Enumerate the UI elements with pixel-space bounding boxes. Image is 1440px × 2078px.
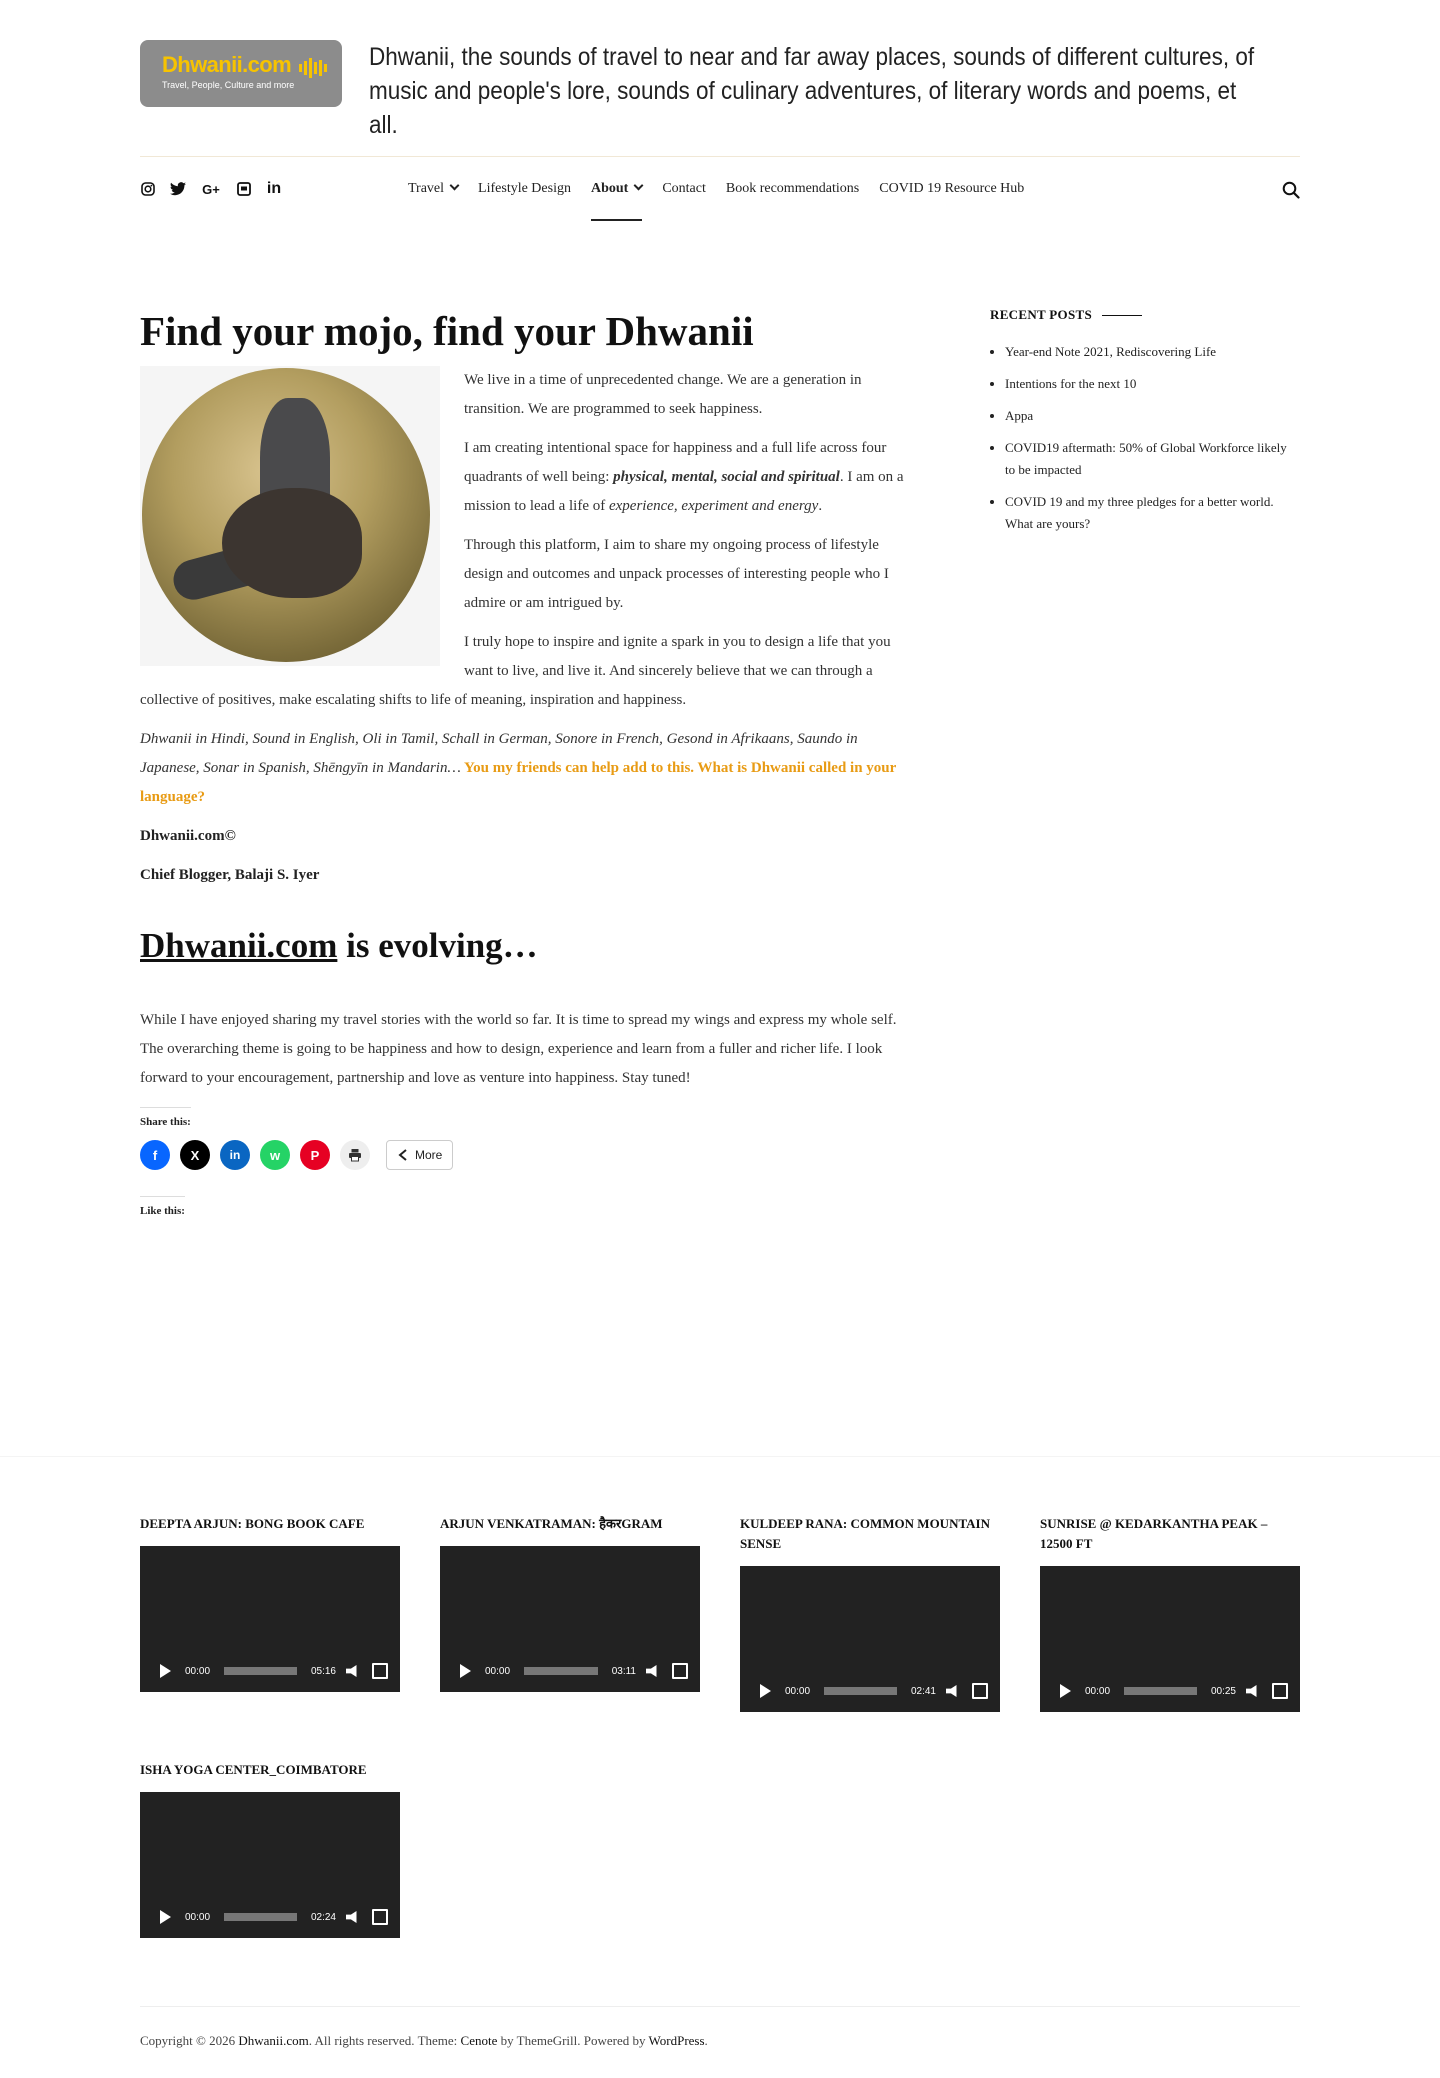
volume-icon[interactable]: [346, 1911, 360, 1923]
paragraph: Through this platform, I aim to share my ongoing process of lifestyle design and outcomes and unpack processes of interesting people who I admire or am intrigued by.: [464, 537, 889, 612]
more-share-button[interactable]: [386, 1140, 453, 1170]
video-duration: 02:24: [310, 1911, 336, 1923]
instagram-icon[interactable]: [140, 181, 156, 197]
video-duration: 03:11: [611, 1665, 636, 1677]
site-copyright-line: Dhwanii.com©: [140, 828, 236, 845]
video-current-time: 00:00: [485, 1665, 511, 1677]
sound-wave-icon: [299, 58, 329, 78]
paragraph: I am creating intentional space for happiness and a full life across four quadrants of well being: physical, mental, social and spiritual. I am on a mission to lead a life of experience, experiment and energy.: [464, 440, 904, 515]
chevron-down-icon: [634, 181, 644, 191]
video-progress-bar[interactable]: [824, 1687, 897, 1695]
logo-name: Dhwanii.com: [162, 52, 292, 77]
facebook-share-button[interactable]: f: [140, 1140, 170, 1170]
nav-item-label: COVID 19 Resource Hub: [879, 181, 1025, 196]
google-plus-icon[interactable]: G+: [202, 181, 220, 197]
more-label: More: [415, 1148, 443, 1163]
author-credit: Chief Blogger, Balaji S. Iyer: [140, 867, 320, 884]
recent-posts-list: [990, 341, 1300, 535]
play-icon[interactable]: [760, 1684, 771, 1698]
main-content: [140, 307, 910, 1219]
site-tagline: Dhwanii, the sounds of travel to near and far away places, sounds of different cultures, of music and people's lore, sounds of culinary adventures, of literary words and poems, et all.: [369, 43, 1255, 139]
site-footer: Copyright © 2026 Dhwanii.com. All rights reserved. Theme: Cenote by ThemeGrill. Powered by WordPress.: [140, 2006, 1300, 2049]
linkedin-icon[interactable]: in: [266, 180, 282, 197]
fullscreen-icon[interactable]: [972, 1683, 988, 1699]
page-container: [140, 0, 1300, 227]
share-icon: [397, 1149, 409, 1161]
video-progress-bar[interactable]: [1124, 1687, 1197, 1695]
nav-item-travel[interactable]: [408, 181, 458, 221]
nav-item-contact[interactable]: [662, 181, 706, 221]
video-title: DEEPTA ARJUN: BONG BOOK CAFE: [140, 1516, 365, 1531]
paragraph: Dhwanii in Hindi, Sound in English, Oli in Tamil, Schall in German, Sonore in French, Gesond in Afrikaans, Saundo in Japanese, Sonar in Spanish, Shēngyīn in Mandarin… You my friends can help add to this. What is Dhwanii called in your language?: [140, 731, 897, 806]
widget-title: RECENT POSTS: [990, 307, 1300, 323]
site-link[interactable]: Dhwanii.com: [140, 926, 338, 966]
print-button[interactable]: [340, 1140, 370, 1170]
footer-widgets: [0, 1456, 1440, 1923]
play-icon[interactable]: [460, 1664, 471, 1678]
recent-post-link[interactable]: • COVID 19 and my three pledges for a better world. What are yours?: [1005, 491, 1300, 535]
copyright-text: Copyright © 2026: [140, 2033, 239, 2048]
video-title: ARJUN VENKATRAMAN: हैकरGRAM: [440, 1516, 663, 1531]
author-photo: [140, 366, 440, 666]
wordpress-link[interactable]: WordPress: [648, 2033, 705, 2048]
nav-item-label: Contact: [662, 181, 706, 196]
video-progress-bar[interactable]: [524, 1667, 598, 1675]
footer-site-link[interactable]: Dhwanii.com: [238, 2033, 309, 2048]
recent-post-link[interactable]: • Year-end Note 2021, Rediscovering Life: [1005, 341, 1300, 363]
whatsapp-share-button[interactable]: w: [260, 1140, 290, 1170]
nav-item-book-recommendations[interactable]: [726, 181, 859, 221]
video-widget: [740, 1514, 1000, 1712]
twitter-icon[interactable]: [170, 181, 186, 197]
paragraph: We live in a time of unprecedented change. We are a generation in transition. We are programmed to seek happiness.: [464, 372, 862, 418]
fullscreen-icon[interactable]: [672, 1663, 688, 1679]
linkedin-share-button[interactable]: in: [220, 1140, 250, 1170]
paragraph: While I have enjoyed sharing my travel stories with the world so far. It is time to spread my wings and express my whole self. The overarching theme is going to be happiness and how to design, experience and learn from a fuller and richer life. I look forward to your encouragement, partnership and love as venture into happiness. Stay tuned!: [140, 1012, 897, 1087]
volume-icon[interactable]: [1246, 1685, 1260, 1697]
nav-item-covid-resource-hub[interactable]: [879, 181, 1024, 221]
video-player[interactable]: [140, 1546, 400, 1692]
nav-item-about[interactable]: [591, 181, 642, 221]
play-icon[interactable]: [160, 1910, 171, 1924]
video-current-time: 00:00: [185, 1665, 211, 1677]
about-intro: [140, 366, 910, 890]
share-label: Share this:: [140, 1107, 191, 1128]
recent-post-link[interactable]: • Intentions for the next 10: [1005, 373, 1300, 395]
share-buttons: [140, 1140, 910, 1170]
social-links: [140, 181, 282, 197]
volume-icon[interactable]: [346, 1665, 360, 1677]
video-widget: [140, 1760, 400, 1938]
video-progress-bar[interactable]: [224, 1667, 297, 1675]
main-navigation: [140, 157, 1300, 227]
play-icon[interactable]: [160, 1664, 171, 1678]
video-current-time: 00:00: [1085, 1685, 1111, 1697]
video-title: ISHA YOGA CENTER_COIMBATORE: [140, 1762, 367, 1777]
youtube-icon[interactable]: [236, 181, 252, 197]
x-share-button[interactable]: X: [180, 1140, 210, 1170]
like-label: Like this:: [140, 1196, 185, 1217]
volume-icon[interactable]: [946, 1685, 960, 1697]
nav-item-label: About: [590, 181, 629, 196]
video-player[interactable]: [140, 1792, 400, 1938]
video-widget: [140, 1514, 400, 1692]
search-icon[interactable]: [1282, 181, 1300, 199]
fullscreen-icon[interactable]: [372, 1909, 388, 1925]
video-current-time: 00:00: [185, 1911, 211, 1923]
fullscreen-icon[interactable]: [372, 1663, 388, 1679]
nav-item-label: Book recommendations: [725, 181, 860, 196]
nav-item-label: Lifestyle Design: [478, 181, 571, 196]
sidebar: [990, 307, 1300, 545]
volume-icon[interactable]: [646, 1665, 660, 1677]
video-widget: [440, 1514, 700, 1692]
video-widget: [1040, 1514, 1300, 1712]
video-title: KULDEEP RANA: COMMON MOUNTAIN SENSE: [740, 1516, 990, 1551]
nav-item-lifestyle-design[interactable]: [478, 181, 571, 221]
video-player[interactable]: [440, 1546, 700, 1692]
fullscreen-icon[interactable]: [1272, 1683, 1288, 1699]
video-player[interactable]: [1040, 1566, 1300, 1712]
video-duration: 05:16: [310, 1665, 336, 1677]
pinterest-share-button[interactable]: P: [300, 1140, 330, 1170]
video-duration: 00:25: [1210, 1685, 1236, 1697]
site-header: [140, 0, 1300, 157]
video-current-time: 00:00: [785, 1685, 811, 1697]
video-progress-bar[interactable]: [224, 1913, 297, 1921]
site-logo[interactable]: [140, 40, 342, 107]
theme-link[interactable]: Cenote: [460, 2033, 498, 2048]
video-title: SUNRISE @ KEDARKANTHA PEAK – 12500 FT: [1040, 1516, 1268, 1551]
page-title: Find your mojo, find your Dhwanii: [140, 308, 754, 354]
play-icon[interactable]: [1060, 1684, 1071, 1698]
paragraph: I truly hope to inspire and ignite a spark in you to design a life that you want to live, and live it. And sincerely believe that we can through a collective of positives, make escalating shifts to life of meaning, inspiration and happiness.: [140, 634, 891, 709]
video-player[interactable]: [740, 1566, 1000, 1712]
chevron-down-icon: [450, 181, 460, 191]
logo-tagline: Travel, People, Culture and more: [162, 80, 295, 91]
recent-post-link[interactable]: • Appa: [1005, 405, 1300, 427]
recent-post-link[interactable]: • COVID19 aftermath: 50% of Global Workforce likely to be impacted: [1005, 437, 1300, 481]
primary-menu: [408, 181, 1024, 221]
section-heading: Dhwanii.com is evolving…: [140, 926, 538, 966]
nav-item-label: Travel: [408, 181, 445, 196]
print-icon: [348, 1148, 362, 1162]
video-duration: 02:41: [910, 1685, 936, 1697]
